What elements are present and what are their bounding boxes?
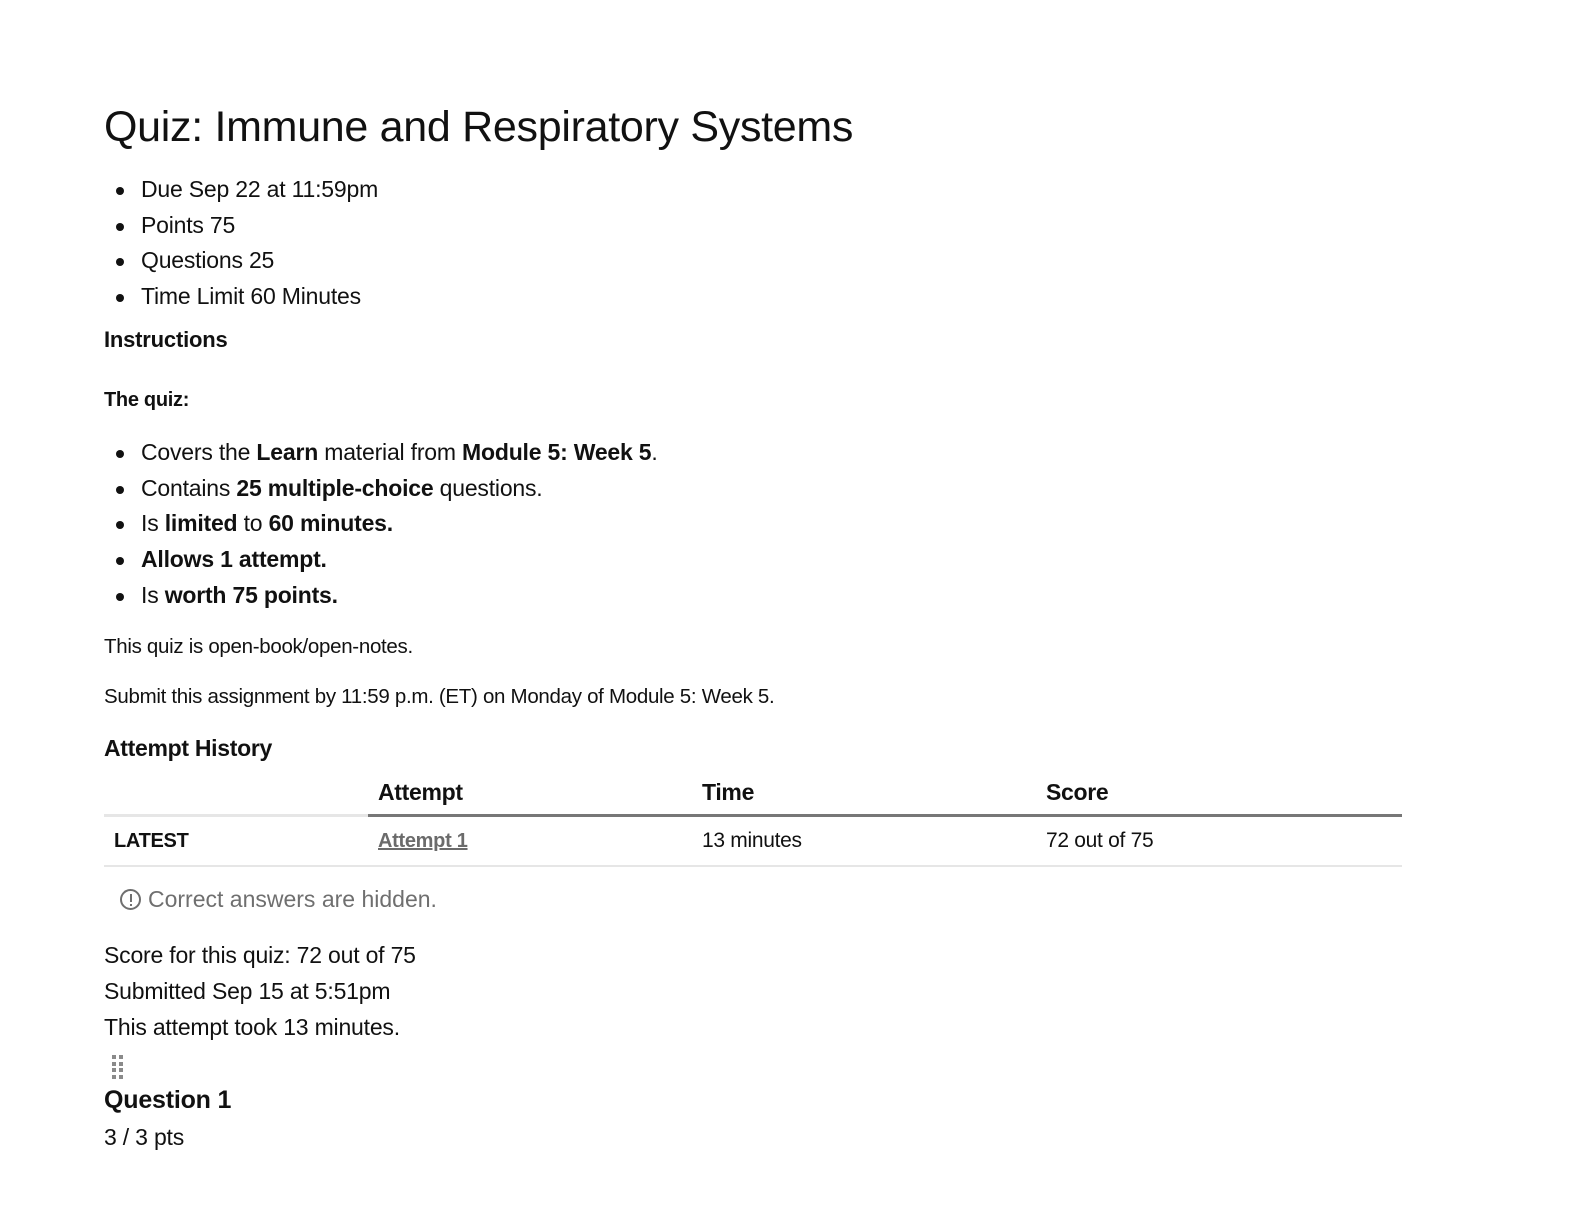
correct-answers-hidden-notice <box>120 886 437 913</box>
instructions-heading: Instructions <box>104 327 228 352</box>
latest-badge: LATEST <box>104 816 368 867</box>
instruction-item: Is worth 75 points. <box>104 578 658 614</box>
time-cell: 13 minutes <box>692 816 1036 867</box>
attempt-history-heading: Attempt History <box>104 735 273 761</box>
open-book-note: This quiz is open-book/open-notes. <box>104 635 413 658</box>
column-header-attempt: Attempt <box>368 770 692 816</box>
attempt-summary <box>104 937 416 1045</box>
instructions-subheading: The quiz: <box>104 389 190 411</box>
column-header-tag <box>104 770 368 816</box>
instructions-list <box>104 435 658 613</box>
attempt-history-table <box>104 770 1402 867</box>
question-title: Question 1 <box>104 1086 232 1114</box>
instruction-item: Contains 25 multiple-choice questions. <box>104 471 658 507</box>
attempt-1-link[interactable]: Attempt 1 <box>378 830 468 852</box>
attempt-cell <box>368 816 692 867</box>
detail-questions: Questions 25 <box>104 243 378 279</box>
submit-deadline-note: Submit this assignment by 11:59 p.m. (ET) on Monday of Module 5: Week 5. <box>104 685 775 708</box>
instruction-item: Is limited to 60 minutes. <box>104 506 658 542</box>
question-points: 3 / 3 pts <box>104 1124 185 1150</box>
detail-due: Due Sep 22 at 11:59pm <box>104 172 378 208</box>
attempt-duration: This attempt took 13 minutes. <box>104 1014 400 1040</box>
table-header-row <box>104 770 1402 816</box>
detail-points: Points 75 <box>104 208 378 244</box>
quiz-details-list <box>104 172 378 315</box>
drag-handle-icon[interactable] <box>112 1055 124 1079</box>
detail-time-limit: Time Limit 60 Minutes <box>104 279 378 315</box>
instruction-item: Allows 1 attempt. <box>104 542 658 578</box>
score-cell: 72 out of 75 <box>1036 816 1402 867</box>
column-header-score: Score <box>1036 770 1402 816</box>
submitted-time: Submitted Sep 15 at 5:51pm <box>104 978 391 1004</box>
instruction-item: Covers the Learn material from Module 5: Week 5. <box>104 435 658 471</box>
quiz-score: Score for this quiz: 72 out of 75 <box>104 942 416 968</box>
column-header-time: Time <box>692 770 1036 816</box>
table-row <box>104 816 1402 867</box>
page-title: Quiz: Immune and Respiratory Systems <box>104 103 854 151</box>
notice-text: Correct answers are hidden. <box>148 886 437 912</box>
info-exclamation-icon <box>120 889 141 910</box>
